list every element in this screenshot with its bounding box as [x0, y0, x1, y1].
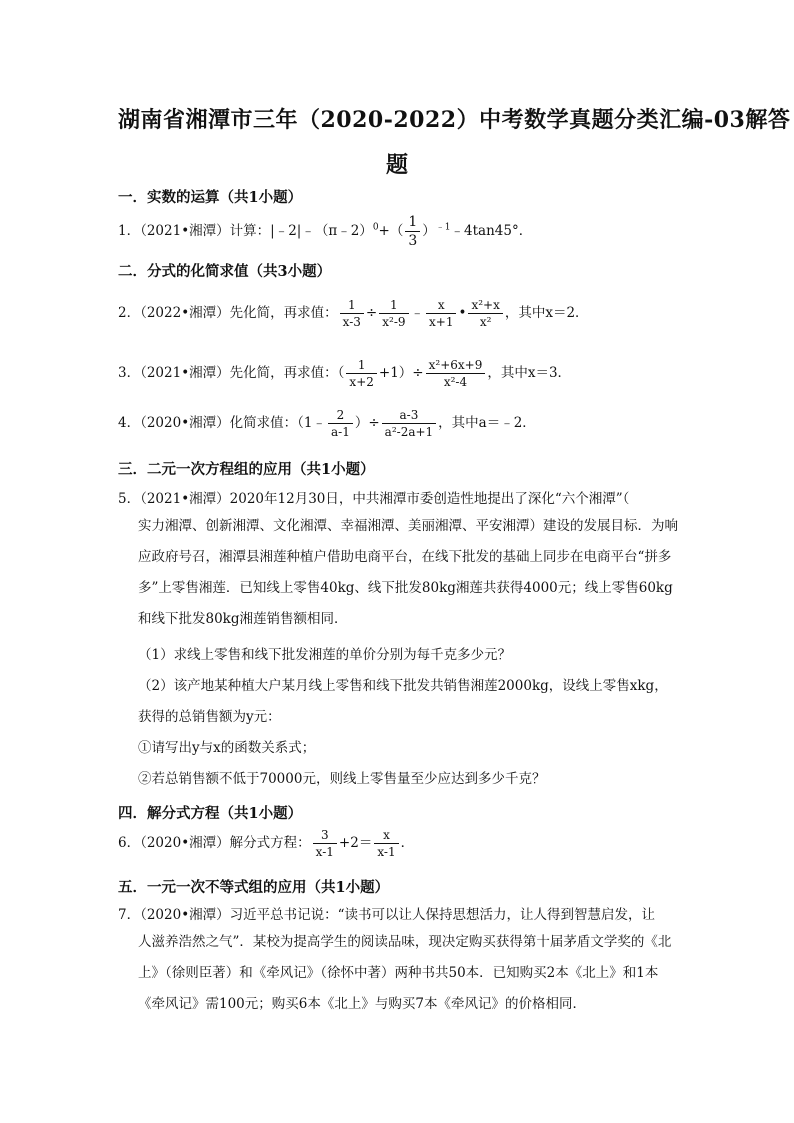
fraction-numerator: x — [426, 298, 456, 314]
q1-close: ） — [422, 223, 436, 239]
fraction-denominator: 3 — [408, 233, 418, 249]
q6-fraction-2 — [374, 828, 398, 859]
fraction-denominator: x² — [479, 315, 492, 329]
q1-exp0: 0 — [372, 222, 379, 233]
fraction-numerator: a-3 — [382, 408, 437, 424]
fraction-numerator: 1 — [405, 214, 420, 232]
q6-fraction-1 — [313, 828, 337, 859]
fraction-numerator: x — [374, 828, 398, 844]
q2-dot: • — [458, 305, 467, 321]
q6-tail: ． — [400, 835, 415, 851]
fraction-numerator: 1 — [340, 298, 364, 314]
question-5-sub2-cont: 获得的总销售额为y元： — [138, 709, 281, 725]
q2-minus: ﹣ — [410, 305, 425, 321]
question-5-sub2: （2）该产地某种植大户某月线上零售和线下批发共销售湘莲2000kg，设线上零售xkg， — [138, 678, 668, 694]
q2-fraction-1 — [340, 298, 364, 329]
q2-prefix: 2．（2022•湘潭）先化简，再求值： — [118, 305, 338, 321]
fraction-denominator: a²-2a+1 — [384, 425, 434, 439]
q1-prefix: 1．（2021•湘潭）计算：|﹣2|﹣（π﹣2） — [118, 223, 373, 239]
q4-fraction-2 — [382, 408, 437, 439]
q3-fraction-2 — [426, 358, 486, 389]
fraction-numerator: x²+6x+9 — [426, 358, 486, 374]
question-7-line1: 7．（2020•湘潭）习近平总书记说：“读书可以让人保持思想活力，让人得到智慧启发，让 — [118, 907, 656, 923]
fraction-numerator: 3 — [313, 828, 337, 844]
q2-tail: ，其中x＝2． — [504, 305, 589, 321]
question-3 — [118, 358, 571, 389]
q1-exp1: ﹣1 — [435, 222, 451, 233]
question-5-body: 实力湘潭、创新湘潭、文化湘潭、幸福湘潭、美丽湘潭、平安湘潭）建设的发展目标．为响应政府号召，湘潭县湘莲种植户借助电商平台，在线下批发的基础上同步在电商平台“拼多多”上零售湘莲．已知线上零售40kg、线下批发80kg湘莲共获得4000元；线上零售60kg和线下批发80kg湘莲销售额相同． — [138, 518, 678, 627]
q3-tail: ，其中x＝3． — [487, 365, 572, 381]
fraction-denominator: x-1 — [315, 845, 334, 859]
q2-fraction-4 — [468, 298, 502, 329]
q4-open: （1﹣ — [297, 415, 327, 431]
q2-fraction-2 — [379, 298, 408, 329]
q4-prefix: 4．（2020•湘潭）化简求值： — [118, 415, 298, 431]
fraction-numerator: 1 — [346, 358, 376, 374]
question-1 — [118, 214, 532, 249]
q4-div: ）÷ — [354, 415, 380, 431]
section-heading: 四．解分式方程（共1小题） — [118, 805, 303, 822]
section-heading: 三．二元一次方程组的应用（共1小题） — [118, 461, 375, 478]
section-heading: 一．实数的运算（共1小题） — [118, 189, 303, 206]
q3-prefix: 3．（2021•湘潭）先化简，再求值： — [118, 365, 338, 381]
section-heading: 二．分式的化简求值（共3小题） — [118, 263, 332, 280]
fraction-numerator: 1 — [379, 298, 408, 314]
fraction-denominator: a-1 — [331, 425, 350, 439]
page-title-cont: 题 — [386, 152, 409, 178]
q2-fraction-3 — [426, 298, 456, 329]
fraction-denominator: x²-9 — [382, 315, 406, 329]
fraction-denominator: x²-4 — [443, 375, 468, 389]
question-5-sub2-part1: ①请写出y与x的函数关系式； — [138, 740, 316, 756]
question-5-sub2-part2: ②若总销售额不低于70000元，则线上零售量至少应达到多少千克？ — [138, 771, 546, 787]
question-7-body: 人滋养浩然之气”．某校为提高学生的阅读品味，现决定购买获得第十届茅盾文学奖的《北上》（徐则臣著）和《牵风记》（徐怀中著）两种书共50本．已知购买2本《北上》和1本《牵风记》需100元；购买6本《北上》与购买7本《牵风记》的价格相同． — [138, 934, 672, 1012]
page-title: 湖南省湘潭市三年（2020-2022）中考数学真题分类汇编-03解答 — [118, 107, 791, 133]
q4-fraction-1 — [328, 408, 353, 439]
question-6 — [118, 828, 414, 859]
q6-mid: +2＝ — [338, 835, 373, 851]
q3-fraction-1 — [346, 358, 376, 389]
fraction-numerator: 2 — [328, 408, 353, 424]
q1-fraction — [405, 214, 420, 249]
fraction-denominator: x-3 — [342, 315, 361, 329]
q3-plus: +1）÷ — [378, 365, 424, 381]
question-4 — [118, 408, 536, 439]
fraction-denominator: x+2 — [349, 375, 374, 389]
question-5-line1: 5．（2021•湘潭）2020年12月30日，中共湘潭市委创造性地提出了深化“六个湘潭”（ — [118, 491, 630, 507]
fraction-numerator: x²+x — [468, 298, 502, 314]
q3-open: （ — [337, 365, 345, 381]
question-2 — [118, 298, 589, 329]
fraction-denominator: x+1 — [429, 315, 454, 329]
q1-tail: ﹣4tan45°． — [450, 223, 533, 239]
q4-tail: ，其中a＝﹣2． — [438, 415, 536, 431]
section-heading: 五．一元一次不等式组的应用（共1小题） — [118, 879, 390, 896]
fraction-denominator: x-1 — [377, 845, 396, 859]
question-5-sub1: （1）求线上零售和线下批发湘莲的单价分别为每千克多少元？ — [138, 647, 512, 663]
q2-div: ÷ — [365, 305, 378, 321]
q1-plus: +（ — [378, 223, 404, 239]
q6-prefix: 6．（2020•湘潭）解分式方程： — [118, 835, 311, 851]
